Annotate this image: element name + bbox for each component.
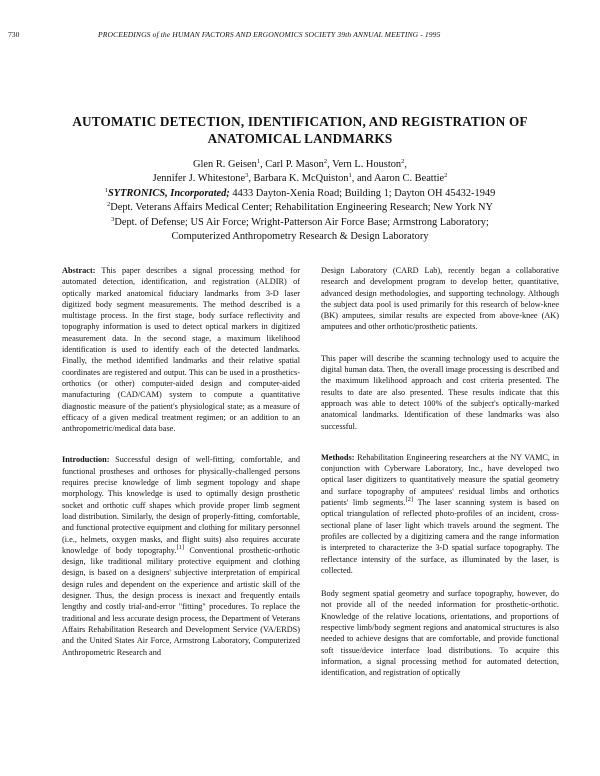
author-name: Glen R. Geisen: [193, 159, 257, 170]
affiliation-text: Dept. of Defense; US Air Force; Wright-Patterson Air Force Base; Armstrong Laboratory;: [114, 216, 489, 228]
affiliation-1: [40, 187, 560, 201]
abstract-label: Abstract:: [62, 266, 96, 275]
author-name: and Aaron C. Beattie: [356, 173, 445, 185]
author-affiliation-mark: 1: [256, 158, 261, 165]
author-name: Jennifer J. Whitestone: [152, 173, 246, 185]
methods-paragraph: [321, 452, 559, 576]
abstract-text: This paper describes a signal processing method for automated detection, identification, and registration (ALDIR) of optically marked anatomical fiduciary landmarks from 3-D laser digitized body segment measurements. The method described is a multistage process. In the first stage, body surface reflectivity and topography information is used to detect optical markers in digitized measurement data. In the second stage, a maximum likelihood identification is used to identify each of the detected landmarks. Finally, the method identified landmarks and their relative spatial coordinates are registered and output. This can be used in a prosthetics-orthotics (or other) computer-aided design and computer-aided manufacturing (CAD/CAM) system to compute a quantitative diagnostic measure of the patient's physiological state; as a measure of efficacy of a given medical treatment regimen; or an addition to an anthropometric/medical data base.: [62, 266, 301, 434]
introduction-text: Successful design of well-fitting, comfortable, and functional prostheses and orthoses for physically-challenged persons requires precise knowledge of limb segment topology and shape morphology. This knowledge is used to optimally design prosthetic socket and orthotic cuff shapes which provide proper limb segment load distribution. Similarly, the design of properly-fitting, comfortable, and functional protective equipment and clothing for military personnel (i.e., helmets, oxygen masks, and flight suits) also requires accurate knowledge of body topography.: [62, 455, 300, 555]
author-name: Barbara K. McQuiston: [253, 173, 349, 185]
methods-label: Methods:: [321, 452, 355, 462]
author-affiliation-mark: 1: [348, 172, 352, 180]
paper-title: [40, 113, 560, 147]
page-header: [8, 30, 592, 44]
author-affiliation-mark: 2: [444, 172, 448, 180]
abstract-paragraph: [62, 265, 300, 434]
author-affiliation-mark: 2: [401, 158, 405, 165]
left-column: [62, 265, 300, 670]
affiliation-mark: 2: [106, 201, 111, 209]
author-affiliation-mark: 3: [245, 172, 249, 180]
citation-ref: [1]: [176, 543, 185, 551]
introduction-paragraph: [62, 454, 300, 657]
affiliation-mark: 3: [111, 215, 115, 223]
author-row-1: Glen R. Geisen$^1$, Carl P. Mason$^2$, Vern L. Houston$^2$,: [193, 158, 407, 170]
affiliation-3: [40, 216, 560, 230]
title-line-2: ANATOMICAL LANDMARKS: [207, 131, 393, 146]
affiliation-3-line-2: Computerized Anthropometry Research & Design Laboratory: [171, 231, 429, 243]
author-name: Carl P. Mason: [265, 159, 324, 170]
introduction-text-cont: Conventional prosthetic-orthotic design, like traditional military protective equipment and clothing design, is based on a designers' subjective interpretation of empirical design rules and dependent on the experience and artistic skill of the designer. Thus, the design process is inexact and frequently entails lengthy and costly trial-and-error "fitting" procedures. To replace the traditional and less accurate design process, the Department of Veterans Affairs Rehabilitation Research and Development Service (VA/ERDS) and the United States Air Force, Armstrong Laboratory, Computerized Anthropometric Research and: [62, 545, 300, 657]
body-paragraph: Design Laboratory (CARD Lab), recently began a collaborative research and development program to develop better, quantitative, advanced design methodologies, and supporting technology. Although the subject data pool is used primarily for this research of below-knee (BK) amputees, similar results are expected from above-knee (AK) amputees and other orthotic/prosthetic patients.: [321, 266, 559, 332]
author-row-2: Jennifer J. Whitestone$^3$, Barbara K. McQuiston$^1$, and Aaron C. Beattie$^2$: [152, 172, 448, 185]
methods-text: Rehabilitation Engineering researchers at the NY VAMC, in conjunction with Cyberware Laboratory, Inc., have developed two optical laser digitizers to quantitatively measure the spatial geometry and surface topography of amputees' residual limbs and orthotics patients' limb segments.: [321, 452, 559, 508]
affiliation-2: [40, 201, 560, 215]
body-paragraph: Body segment spatial geometry and surface topography, however, do not provide all of the needed information for prosthetic-orthotic. Knowledge of the relative locations, orientations, and proportions of respective limb/body segment regions and anatomical structures is also needed to achieve designs that are comfortable, and provide functional soft tissue/device interface load distributions. To acquire this information, a signal processing method for automated detection, identification, and registration of optically: [321, 589, 559, 678]
affiliation-mark: 1: [104, 186, 108, 194]
body-paragraph: This paper will describe the scanning technology used to acquire the digital human data. Then, the overall image processing is described and the maximum likelihood approach and cost criteria presented. The results to date are also presented. These results indicate that this approach was able to detect 100% of the subject's optically-marked anatomical landmarks. Identification of these landmarks was also successful.: [321, 353, 559, 431]
affiliation-text: Dept. Veterans Affairs Medical Center; Rehabilitation Engineering Research; New York NY: [110, 202, 494, 214]
author-name: Vern L. Houston: [332, 159, 402, 170]
introduction-label: Introduction:: [62, 455, 110, 465]
author-block: [40, 158, 560, 244]
page-number: 730: [8, 30, 20, 39]
affiliation-org: SYTRONICS, Incorporated;: [107, 187, 230, 199]
author-affiliation-mark: 2: [323, 158, 328, 165]
affiliation-address: 4433 Dayton-Xenia Road; Building 1; Dayton OH 45432-1949: [232, 187, 496, 199]
citation-ref: [2]: [405, 496, 414, 504]
title-line-1: AUTOMATIC DETECTION, IDENTIFICATION, AND REGISTRATION OF: [72, 114, 528, 129]
running-head: PROCEEDINGS of the HUMAN FACTORS AND ERGONOMICS SOCIETY 39th ANNUAL MEETING - 1995: [98, 30, 441, 39]
right-column: [321, 265, 559, 691]
methods-text-cont: The laser scanning system is based on optical triangulation of reflected photo-profiles of an incident, cross-sectional plane of laser light which travels around the segment. The profiles are collected by a digitizing camera and the range information is interpreted to characterize the 3-D spatial surface topography. The reflectance intensity of the surface, as illuminated by the laser, is collected.: [321, 498, 559, 575]
